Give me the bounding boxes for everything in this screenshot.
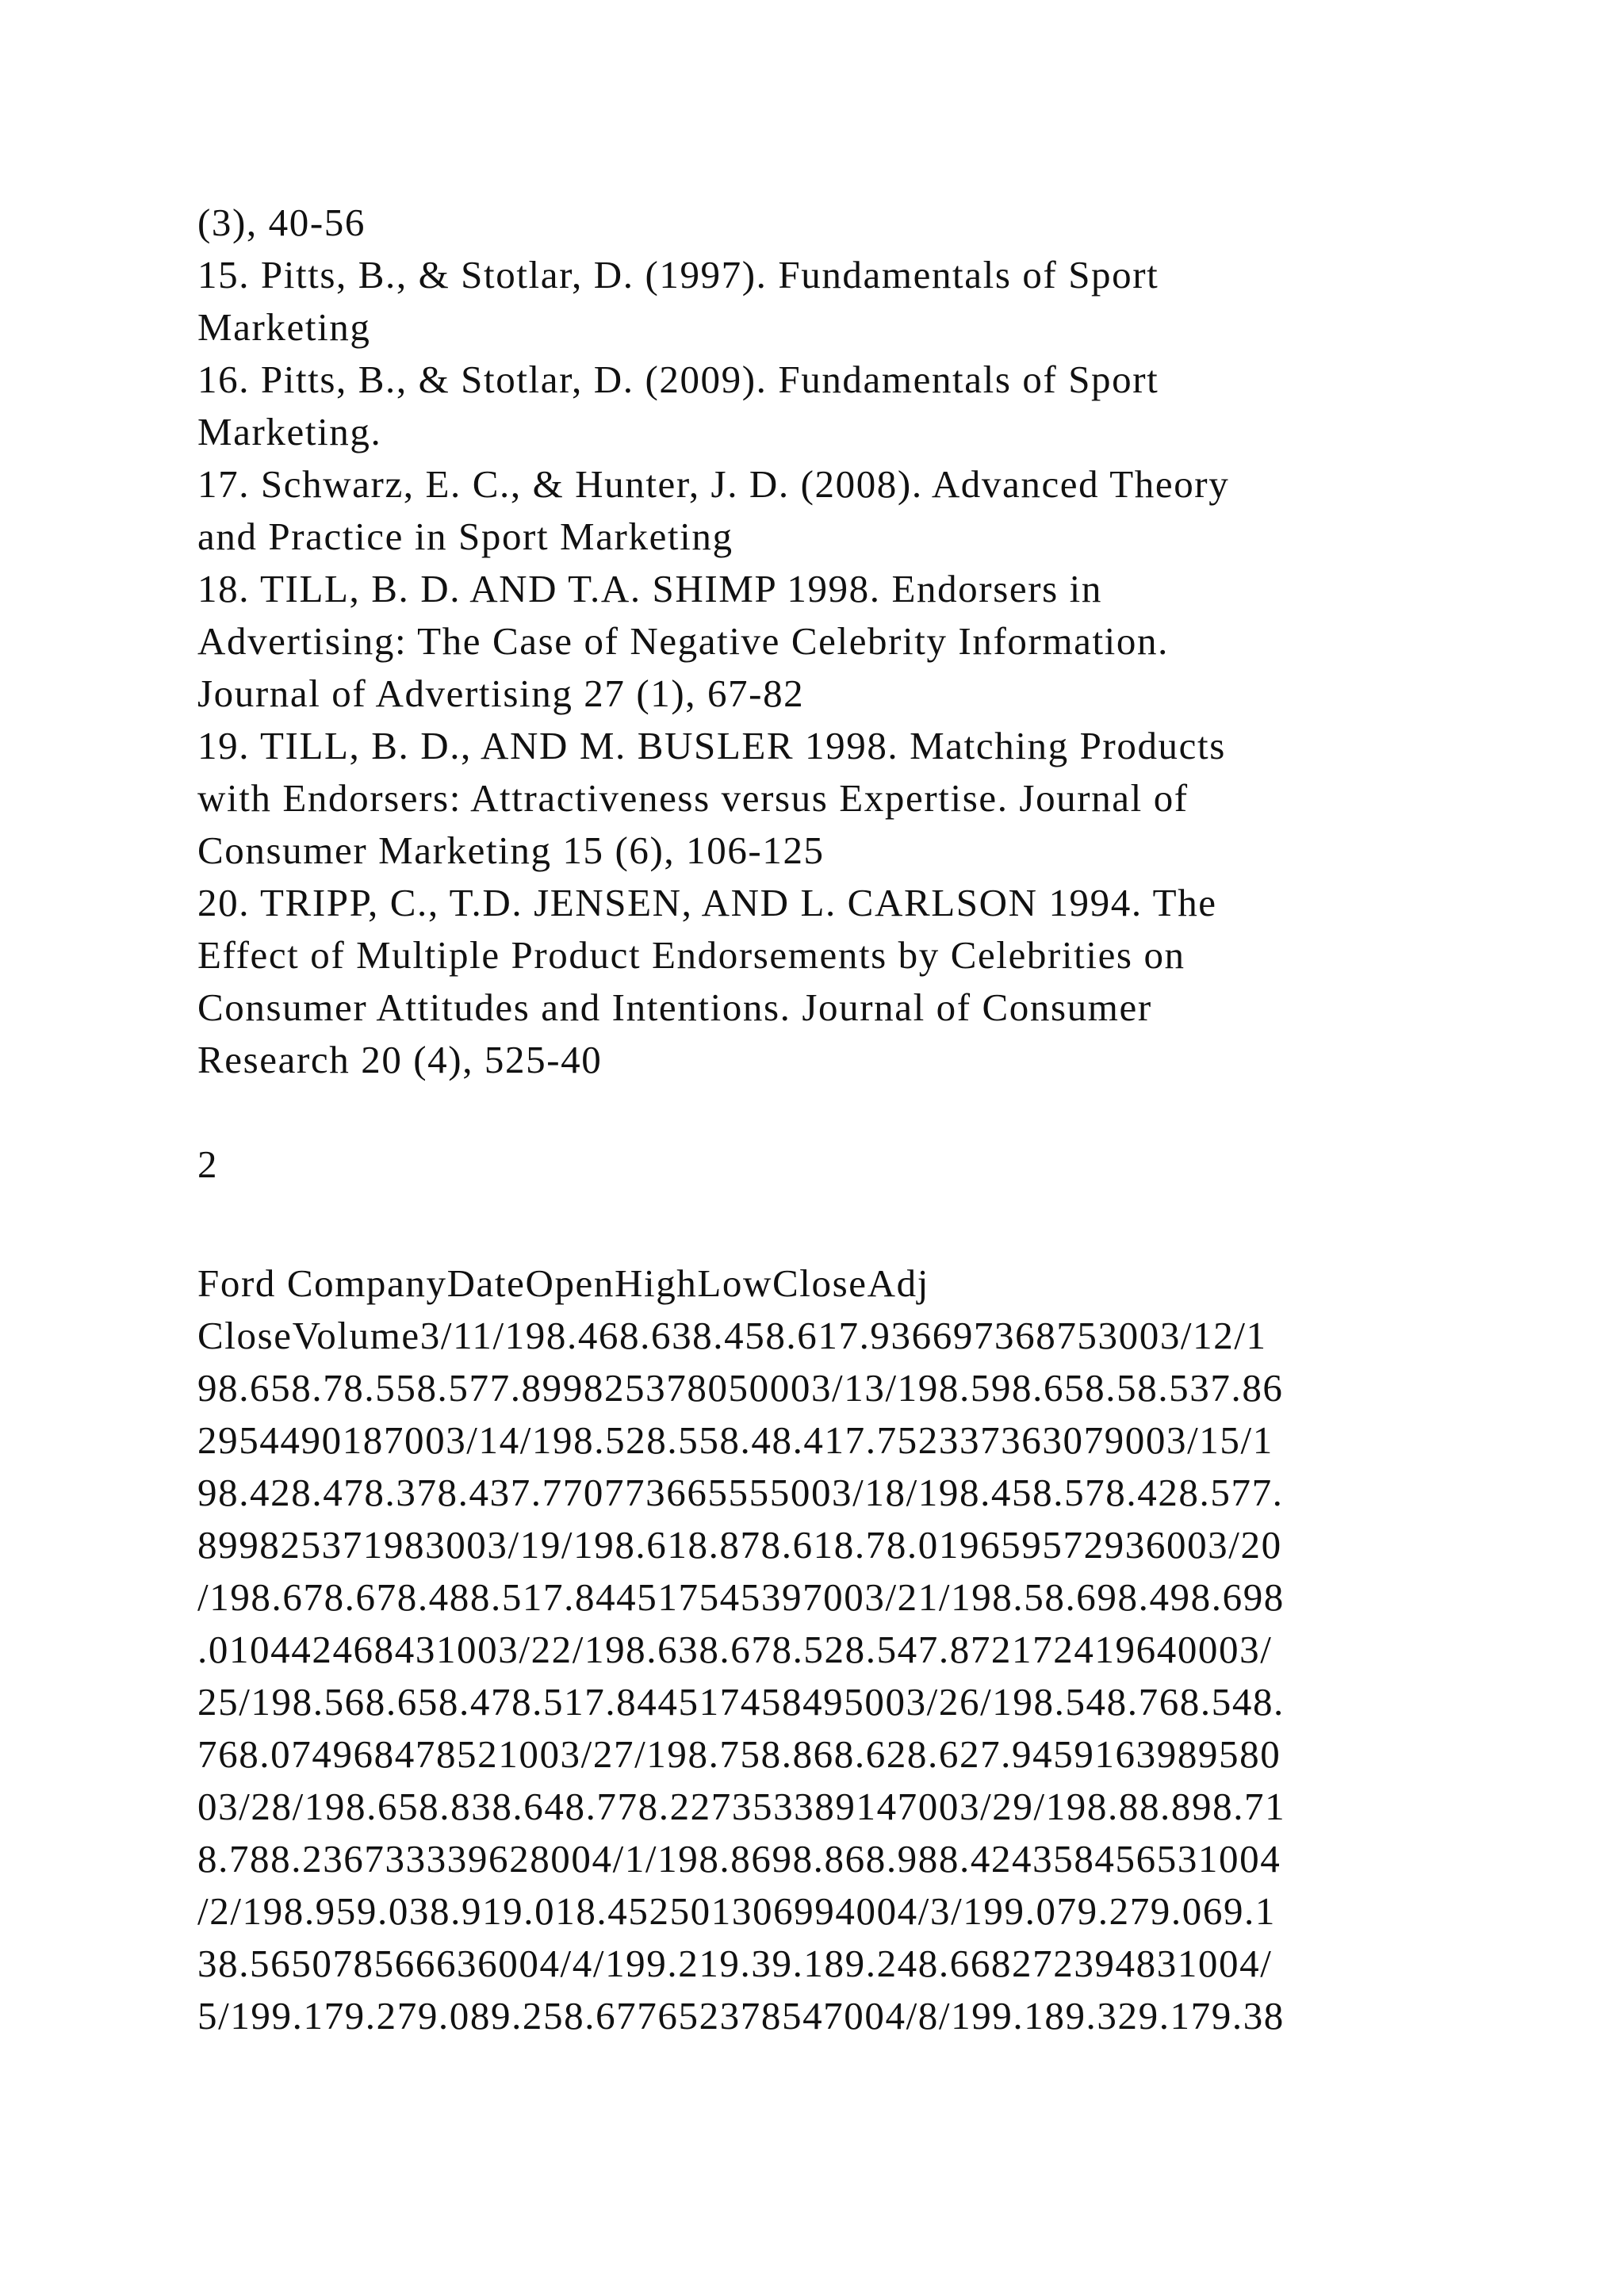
reference-line: Consumer Attitudes and Intentions. Journal of Consumer xyxy=(197,985,1152,1029)
reference-line: 15. Pitts, B., & Stotlar, D. (1997). Fundamentals of Sport xyxy=(197,253,1159,297)
stock-data-line: /2/198.959.038.919.018.452501306994004/3/199.079.279.069.1 xyxy=(197,1889,1277,1933)
stock-data-line: 25/198.568.658.478.517.844517458495003/26/198.548.768.548. xyxy=(197,1680,1285,1724)
stock-data-line: 03/28/198.658.838.648.778.227353389147003/29/198.88.898.71 xyxy=(197,1785,1286,1828)
reference-line: 18. TILL, B. D. AND T.A. SHIMP 1998. Endorsers in xyxy=(197,567,1102,610)
stock-data-line: 98.428.478.378.437.770773665555003/18/198.458.578.428.577. xyxy=(197,1471,1284,1514)
stock-data-line: 2954490187003/14/198.528.558.48.417.752337363079003/15/1 xyxy=(197,1418,1274,1462)
reference-line: 19. TILL, B. D., AND M. BUSLER 1998. Matching Products xyxy=(197,724,1226,767)
reference-line: Effect of Multiple Product Endorsements by Celebrities on xyxy=(197,933,1185,977)
stock-data-line: 768.074968478521003/27/198.758.868.628.627.9459163989580 xyxy=(197,1732,1281,1776)
stock-data-line: CloseVolume3/11/198.468.638.458.617.936697368753003/12/1 xyxy=(197,1314,1267,1357)
stock-data-text xyxy=(197,1257,1466,2042)
stock-data-line: Ford CompanyDateOpenHighLowCloseAdj xyxy=(197,1261,929,1305)
reference-line: Advertising: The Case of Negative Celebrity Information. xyxy=(197,619,1169,663)
page-number-text: 2 xyxy=(197,1142,219,1186)
stock-data-line: /198.678.678.488.517.844517545397003/21/198.58.698.498.698 xyxy=(197,1575,1285,1619)
reference-line: Marketing xyxy=(197,305,371,349)
reference-line: (3), 40-56 xyxy=(197,201,366,244)
stock-data-line: 5/199.179.279.089.258.677652378547004/8/199.189.329.179.38 xyxy=(197,1994,1285,2038)
reference-line: with Endorsers: Attractiveness versus Expertise. Journal of xyxy=(197,776,1189,820)
stock-data-line: 98.658.78.558.577.899825378050003/13/198.598.658.58.537.86 xyxy=(197,1366,1284,1410)
reference-line: 20. TRIPP, C., T.D. JENSEN, AND L. CARLSON 1994. The xyxy=(197,881,1217,924)
stock-data-line: 38.565078566636004/4/199.219.39.189.248.668272394831004/ xyxy=(197,1942,1273,1985)
page-number xyxy=(197,1138,1466,1191)
reference-line: Marketing. xyxy=(197,410,382,453)
reference-list xyxy=(197,197,1466,1086)
reference-line: 17. Schwarz, E. C., & Hunter, J. D. (2008). Advanced Theory xyxy=(197,462,1230,506)
reference-line: Research 20 (4), 525-40 xyxy=(197,1038,603,1081)
stock-data-line: .010442468431003/22/198.638.678.528.547.872172419640003/ xyxy=(197,1628,1273,1671)
stock-data-line: 899825371983003/19/198.618.878.618.78.019659572936003/20 xyxy=(197,1523,1282,1567)
reference-line: and Practice in Sport Marketing xyxy=(197,515,733,558)
reference-line: Journal of Advertising 27 (1), 67-82 xyxy=(197,672,805,715)
reference-line: Consumer Marketing 15 (6), 106-125 xyxy=(197,828,825,872)
reference-line: 16. Pitts, B., & Stotlar, D. (2009). Fundamentals of Sport xyxy=(197,358,1159,401)
stock-data-line: 8.788.236733339628004/1/198.8698.868.988.424358456531004 xyxy=(197,1837,1281,1881)
